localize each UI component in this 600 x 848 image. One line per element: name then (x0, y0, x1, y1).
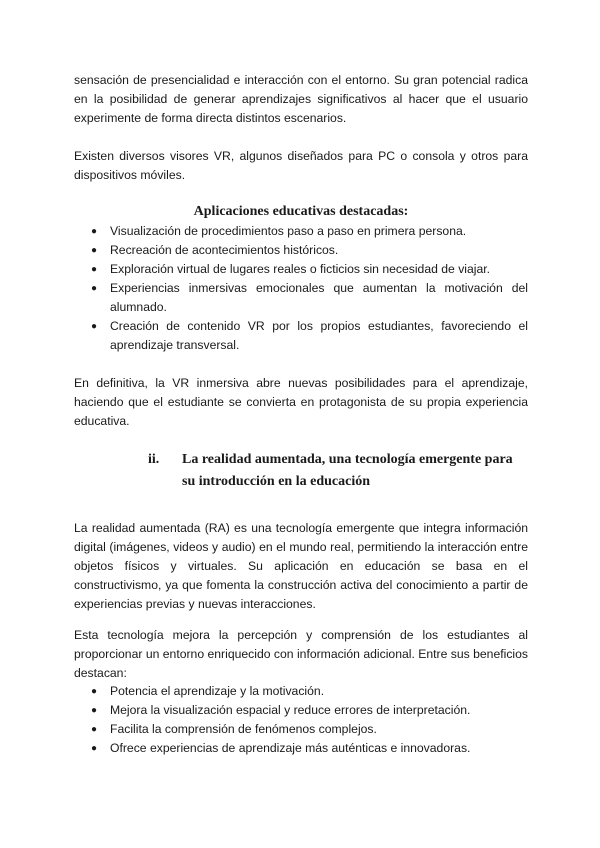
list-item: ● Recreación de acontecimientos históricos. (74, 241, 528, 260)
paragraph-ar-benefits-intro: Esta tecnología mejora la percepción y comprensión de los estudiantes al proporcionar un entorno enriquecido con información adicional. Entre sus beneficios destacan: (74, 628, 528, 680)
bullet-icon: ● (91, 245, 98, 256)
bullet-icon: ● (91, 321, 98, 332)
list-item: ● Exploración virtual de lugares reales o ficticios sin necesidad de viajar. (74, 260, 528, 279)
list-item: ● Experiencias inmersivas emocionales que aumentan la motivación del alumnado. (91, 281, 528, 314)
applications-list (74, 222, 528, 355)
bullet-icon: ● (91, 226, 98, 237)
paragraph-vr-conclusion: En definitiva, la VR inmersiva abre nuevas posibilidades para el aprendizaje, haciendo que el estudiante se convierta en protagonista de su propia experiencia educativa. (74, 376, 528, 428)
paragraph-ar-definition: La realidad aumentada (RA) es una tecnología emergente que integra información digital (imágenes, videos y audio) en el mundo real, permitiendo la interacción entre objetos físicos y virtuales. Su aplicación en educación se basa en el constructivismo, ya que fomenta la construcción activa del conocimiento a partir de experiencias previas y nuevas interacciones. (74, 521, 528, 611)
list-item: ● Creación de contenido VR por los propios estudiantes, favoreciendo el aprendizaje transversal. (91, 319, 528, 352)
list-item: ● Potencia el aprendizaje y la motivación. (74, 682, 528, 701)
list-item: ● Visualización de procedimientos paso a paso en primera persona. (74, 222, 528, 241)
benefits-list (74, 682, 528, 758)
bullet-icon: ● (91, 264, 98, 275)
list-item: ● Mejora la visualización espacial y reduce errores de interpretación. (74, 701, 528, 720)
applications-heading: Aplicaciones educativas destacadas: (193, 204, 409, 219)
section-heading (148, 449, 528, 493)
bullet-icon: ● (91, 705, 98, 716)
bullet-icon: ● (91, 686, 98, 697)
bullet-icon: ● (91, 283, 98, 294)
list-item: ● Ofrece experiencias de aprendizaje más auténticas e innovadoras. (74, 739, 528, 758)
section-number: ii. (148, 452, 160, 467)
paragraph-vr-presence: sensación de presencialidad e interacción con el entorno. Su gran potencial radica en la posibilidad de generar aprendizajes significativos al hacer que el usuario experimente de forma directa distintos escenarios. (74, 73, 528, 125)
bullet-icon: ● (91, 724, 98, 735)
section-title: La realidad aumentada, una tecnología emergente para su introducción en la educación (182, 452, 513, 489)
list-item: ● Facilita la comprensión de fenómenos complejos. (74, 720, 528, 739)
paragraph-vr-viewers: Existen diversos visores VR, algunos diseñados para PC o consola y otros para dispositivos móviles. (74, 149, 528, 182)
bullet-icon: ● (91, 743, 98, 754)
